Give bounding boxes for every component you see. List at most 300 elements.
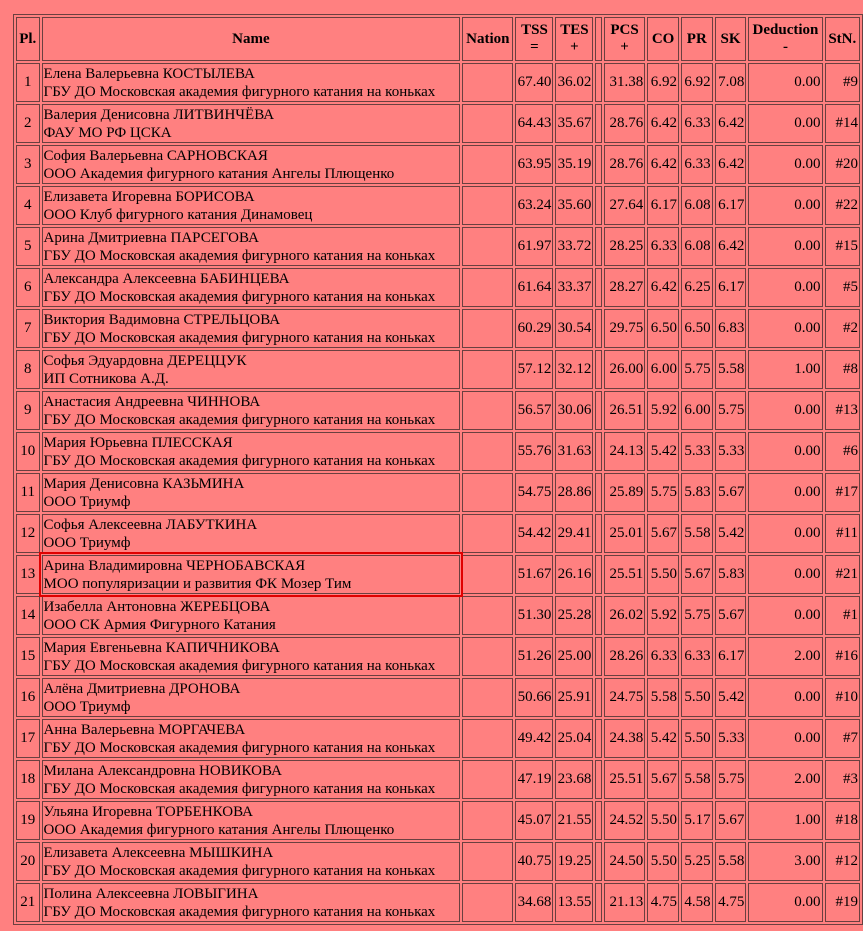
place-cell: 12 — [16, 514, 40, 553]
deduction-cell: 0.00 — [748, 186, 822, 225]
tes-cell: 13.55 — [555, 883, 593, 922]
skater-name-cell — [42, 473, 461, 512]
skater-name: Виктория Вадимовна СТРЕЛЬЦОВА — [43, 311, 281, 328]
co-cell: 5.58 — [647, 678, 679, 717]
header-tes-label: TES — [560, 22, 589, 38]
start-number-cell: #20 — [825, 145, 860, 184]
tes-cell: 35.67 — [555, 104, 593, 143]
nation-cell — [462, 104, 513, 143]
sk-cell: 5.75 — [715, 760, 747, 799]
table-row — [16, 145, 860, 184]
start-number-cell: #7 — [825, 719, 860, 758]
tes-cell: 25.91 — [555, 678, 593, 717]
table-row — [16, 473, 860, 512]
sk-cell: 5.67 — [715, 596, 747, 635]
pcs-cell: 28.25 — [604, 227, 645, 266]
sk-cell: 6.17 — [715, 186, 747, 225]
nation-cell — [462, 227, 513, 266]
tss-cell: 51.26 — [515, 637, 553, 676]
pcs-cell: 28.76 — [604, 145, 645, 184]
nation-cell — [462, 719, 513, 758]
spacer-cell — [595, 555, 602, 594]
header-co: CO — [647, 17, 679, 61]
tss-cell: 61.64 — [515, 268, 553, 307]
header-tss-label: TSS — [521, 22, 548, 38]
spacer-cell — [595, 186, 602, 225]
skater-name: Софья Алексеевна ЛАБУТКИНА — [43, 516, 258, 533]
skater-name: София Валерьевна САРНОВСКАЯ — [43, 147, 268, 164]
nation-cell — [462, 186, 513, 225]
co-cell: 5.42 — [647, 719, 679, 758]
spacer-cell — [595, 842, 602, 881]
skater-name-cell — [42, 145, 461, 184]
skater-club: ГБУ ДО Московская академия фигурного катания на коньках — [43, 288, 436, 305]
place-cell: 18 — [16, 760, 40, 799]
start-number-cell: #8 — [825, 350, 860, 389]
skater-name-cell — [42, 186, 461, 225]
start-number-cell: #2 — [825, 309, 860, 348]
co-cell: 6.92 — [647, 63, 679, 102]
spacer-cell — [595, 432, 602, 471]
spacer-cell — [595, 637, 602, 676]
sk-cell: 5.33 — [715, 432, 747, 471]
skater-name-cell — [42, 350, 461, 389]
spacer-cell — [595, 145, 602, 184]
tes-cell: 33.37 — [555, 268, 593, 307]
spacer-cell — [595, 350, 602, 389]
tes-cell: 28.86 — [555, 473, 593, 512]
skater-club: ГБУ ДО Московская академия фигурного катания на коньках — [43, 739, 436, 756]
sk-cell: 5.67 — [715, 473, 747, 512]
deduction-cell: 0.00 — [748, 227, 822, 266]
header-pl: Pl. — [16, 17, 40, 61]
results-body — [16, 63, 860, 922]
skater-club: ИП Сотникова А.Д. — [43, 370, 169, 387]
pr-cell: 5.58 — [681, 514, 713, 553]
header-pcs-label: PCS — [610, 22, 639, 38]
skater-name: Елена Валерьевна КОСТЫЛЕВА — [43, 65, 255, 82]
deduction-cell: 0.00 — [748, 391, 822, 430]
spacer-cell — [595, 760, 602, 799]
skater-club: ГБУ ДО Московская академия фигурного катания на коньках — [43, 903, 436, 920]
sk-cell: 6.17 — [715, 268, 747, 307]
deduction-cell: 0.00 — [748, 883, 822, 922]
tes-cell: 23.68 — [555, 760, 593, 799]
spacer-cell — [595, 883, 602, 922]
tss-cell: 50.66 — [515, 678, 553, 717]
skater-name: Анна Валерьевна МОРГАЧЕВА — [43, 721, 246, 738]
deduction-cell: 0.00 — [748, 145, 822, 184]
pcs-cell: 24.50 — [604, 842, 645, 881]
skater-name-cell — [42, 842, 461, 881]
pr-cell: 6.08 — [681, 227, 713, 266]
results-table — [13, 14, 863, 925]
co-cell: 6.33 — [647, 637, 679, 676]
table-row — [16, 104, 860, 143]
pcs-cell: 25.51 — [604, 760, 645, 799]
skater-club: ГБУ ДО Московская академия фигурного катания на коньках — [43, 862, 436, 879]
tss-cell: 67.40 — [515, 63, 553, 102]
header-deduction — [748, 17, 822, 61]
header-pcs — [604, 17, 645, 61]
pr-cell: 5.50 — [681, 678, 713, 717]
skater-name: Валерия Денисовна ЛИТВИНЧЁВА — [43, 106, 275, 123]
table-row — [16, 842, 860, 881]
start-number-cell: #10 — [825, 678, 860, 717]
start-number-cell: #5 — [825, 268, 860, 307]
skater-name-cell — [42, 801, 461, 840]
skater-club: ГБУ ДО Московская академия фигурного катания на коньках — [43, 411, 436, 428]
place-cell: 3 — [16, 145, 40, 184]
skater-club: ФАУ МО РФ ЦСКА — [43, 124, 172, 141]
pr-cell: 5.50 — [681, 719, 713, 758]
spacer-cell — [595, 391, 602, 430]
start-number-cell: #12 — [825, 842, 860, 881]
skater-name: Елизавета Игоревна БОРИСОВА — [43, 188, 255, 205]
spacer-cell — [595, 719, 602, 758]
spacer-cell — [595, 514, 602, 553]
sk-cell: 6.17 — [715, 637, 747, 676]
pcs-cell: 31.38 — [604, 63, 645, 102]
spacer-cell — [595, 801, 602, 840]
skater-name-cell — [42, 227, 461, 266]
co-cell: 5.50 — [647, 801, 679, 840]
skater-club: ООО Триумф — [43, 534, 131, 551]
sk-cell: 6.42 — [715, 145, 747, 184]
pr-cell: 4.58 — [681, 883, 713, 922]
table-row — [16, 555, 860, 594]
spacer-cell — [595, 596, 602, 635]
skater-name-cell — [42, 104, 461, 143]
sk-cell: 5.33 — [715, 719, 747, 758]
spacer-cell — [595, 678, 602, 717]
table-row — [16, 63, 860, 102]
nation-cell — [462, 63, 513, 102]
place-cell: 17 — [16, 719, 40, 758]
co-cell: 5.50 — [647, 842, 679, 881]
pr-cell: 5.17 — [681, 801, 713, 840]
table-row — [16, 432, 860, 471]
skater-club: ГБУ ДО Московская академия фигурного катания на коньках — [43, 780, 436, 797]
deduction-cell: 0.00 — [748, 104, 822, 143]
pcs-cell: 29.75 — [604, 309, 645, 348]
place-cell: 13 — [16, 555, 40, 594]
place-cell: 10 — [16, 432, 40, 471]
co-cell: 5.92 — [647, 391, 679, 430]
start-number-cell: #11 — [825, 514, 860, 553]
co-cell: 6.50 — [647, 309, 679, 348]
skater-name-cell — [42, 514, 461, 553]
start-number-cell: #17 — [825, 473, 860, 512]
skater-name: Арина Дмитриевна ПАРСЕГОВА — [43, 229, 259, 246]
header-name: Name — [42, 17, 461, 61]
pr-cell: 5.75 — [681, 596, 713, 635]
pcs-cell: 28.26 — [604, 637, 645, 676]
start-number-cell: #16 — [825, 637, 860, 676]
nation-cell — [462, 473, 513, 512]
deduction-cell: 1.00 — [748, 350, 822, 389]
skater-name-cell — [42, 555, 461, 594]
tss-cell: 34.68 — [515, 883, 553, 922]
header-deduction-symbol: - — [782, 39, 788, 55]
place-cell: 16 — [16, 678, 40, 717]
skater-name-cell — [42, 678, 461, 717]
pcs-cell: 27.64 — [604, 186, 645, 225]
skater-club: МОО популяризации и развития ФК Мозер Тим — [43, 575, 352, 592]
sk-cell: 6.42 — [715, 227, 747, 266]
pcs-cell: 25.01 — [604, 514, 645, 553]
sk-cell: 6.83 — [715, 309, 747, 348]
tes-cell: 36.02 — [555, 63, 593, 102]
nation-cell — [462, 145, 513, 184]
header-spacer — [595, 17, 602, 61]
table-row — [16, 391, 860, 430]
start-number-cell: #1 — [825, 596, 860, 635]
pcs-cell: 26.00 — [604, 350, 645, 389]
start-number-cell: #3 — [825, 760, 860, 799]
sk-cell: 4.75 — [715, 883, 747, 922]
header-pcs-symbol: + — [620, 39, 629, 55]
tss-cell: 49.42 — [515, 719, 553, 758]
skater-name: Александра Алексеевна БАБИНЦЕВА — [43, 270, 290, 287]
tes-cell: 26.16 — [555, 555, 593, 594]
place-cell: 9 — [16, 391, 40, 430]
nation-cell — [462, 678, 513, 717]
co-cell: 6.33 — [647, 227, 679, 266]
co-cell: 5.50 — [647, 555, 679, 594]
place-cell: 1 — [16, 63, 40, 102]
deduction-cell: 0.00 — [748, 309, 822, 348]
skater-name: Арина Владимировна ЧЕРНОБАВСКАЯ — [43, 557, 306, 574]
skater-club: ГБУ ДО Московская академия фигурного катания на коньках — [43, 452, 436, 469]
table-row — [16, 760, 860, 799]
tss-cell: 60.29 — [515, 309, 553, 348]
nation-cell — [462, 268, 513, 307]
start-number-cell: #15 — [825, 227, 860, 266]
skater-club: ООО Академия фигурного катания Ангелы Плющенко — [43, 821, 395, 838]
skater-name: Алёна Дмитриевна ДРОНОВА — [43, 680, 241, 697]
skater-club: ООО Академия фигурного катания Ангелы Плющенко — [43, 165, 395, 182]
place-cell: 21 — [16, 883, 40, 922]
pr-cell: 6.08 — [681, 186, 713, 225]
spacer-cell — [595, 227, 602, 266]
sk-cell: 5.75 — [715, 391, 747, 430]
tss-cell: 40.75 — [515, 842, 553, 881]
place-cell: 15 — [16, 637, 40, 676]
skater-name-cell — [42, 432, 461, 471]
table-row — [16, 350, 860, 389]
pr-cell: 5.83 — [681, 473, 713, 512]
tes-cell: 29.41 — [555, 514, 593, 553]
deduction-cell: 0.00 — [748, 514, 822, 553]
tes-cell: 31.63 — [555, 432, 593, 471]
place-cell: 8 — [16, 350, 40, 389]
pr-cell: 6.33 — [681, 637, 713, 676]
pcs-cell: 24.38 — [604, 719, 645, 758]
co-cell: 6.00 — [647, 350, 679, 389]
deduction-cell: 0.00 — [748, 719, 822, 758]
place-cell: 11 — [16, 473, 40, 512]
skater-name: Анастасия Андреевна ЧИННОВА — [43, 393, 261, 410]
skater-club: ООО Триумф — [43, 698, 131, 715]
nation-cell — [462, 801, 513, 840]
tes-cell: 25.04 — [555, 719, 593, 758]
nation-cell — [462, 391, 513, 430]
sk-cell: 6.42 — [715, 104, 747, 143]
start-number-cell: #19 — [825, 883, 860, 922]
table-row — [16, 883, 860, 922]
co-cell: 6.42 — [647, 268, 679, 307]
tss-cell: 47.19 — [515, 760, 553, 799]
co-cell: 5.92 — [647, 596, 679, 635]
sk-cell: 5.42 — [715, 678, 747, 717]
skater-name: Ульяна Игоревна ТОРБЕНКОВА — [43, 803, 254, 820]
skater-name: Полина Алексеевна ЛОВЫГИНА — [43, 885, 259, 902]
skater-club: ООО Триумф — [43, 493, 131, 510]
skater-name-cell — [42, 596, 461, 635]
start-number-cell: #14 — [825, 104, 860, 143]
skater-club: ГБУ ДО Московская академия фигурного катания на коньках — [43, 247, 436, 264]
pcs-cell: 28.76 — [604, 104, 645, 143]
deduction-cell: 0.00 — [748, 555, 822, 594]
header-tes — [555, 17, 593, 61]
skater-club: ООО СК Армия Фигурного Катания — [43, 616, 276, 633]
table-row — [16, 678, 860, 717]
place-cell: 14 — [16, 596, 40, 635]
place-cell: 5 — [16, 227, 40, 266]
skater-club: ГБУ ДО Московская академия фигурного катания на коньках — [43, 657, 436, 674]
header-tes-symbol: + — [570, 39, 579, 55]
pcs-cell: 25.51 — [604, 555, 645, 594]
sk-cell: 5.58 — [715, 842, 747, 881]
nation-cell — [462, 350, 513, 389]
skater-name-cell — [42, 760, 461, 799]
start-number-cell: #21 — [825, 555, 860, 594]
nation-cell — [462, 760, 513, 799]
pr-cell: 5.33 — [681, 432, 713, 471]
tss-cell: 57.12 — [515, 350, 553, 389]
co-cell: 5.67 — [647, 514, 679, 553]
header-row — [16, 17, 860, 61]
pcs-cell: 25.89 — [604, 473, 645, 512]
header-nation: Nation — [462, 17, 513, 61]
tss-cell: 63.95 — [515, 145, 553, 184]
co-cell: 6.17 — [647, 186, 679, 225]
sk-cell: 5.67 — [715, 801, 747, 840]
tes-cell: 19.25 — [555, 842, 593, 881]
start-number-cell: #9 — [825, 63, 860, 102]
deduction-cell: 1.00 — [748, 801, 822, 840]
header-deduction-label: Deduction — [752, 22, 819, 38]
nation-cell — [462, 555, 513, 594]
tes-cell: 33.72 — [555, 227, 593, 266]
spacer-cell — [595, 309, 602, 348]
start-number-cell: #13 — [825, 391, 860, 430]
skater-name: Изабелла Антоновна ЖЕРЕБЦОВА — [43, 598, 271, 615]
nation-cell — [462, 309, 513, 348]
skater-name: Софья Эдуардовна ДЕРЕЦЦУК — [43, 352, 247, 369]
skater-name-cell — [42, 719, 461, 758]
pr-cell: 5.67 — [681, 555, 713, 594]
skater-name-cell — [42, 63, 461, 102]
pcs-cell: 26.02 — [604, 596, 645, 635]
tss-cell: 51.67 — [515, 555, 553, 594]
place-cell: 19 — [16, 801, 40, 840]
skater-name: Милана Александровна НОВИКОВА — [43, 762, 282, 779]
skater-name-cell — [42, 391, 461, 430]
tss-cell: 54.42 — [515, 514, 553, 553]
start-number-cell: #6 — [825, 432, 860, 471]
deduction-cell: 0.00 — [748, 268, 822, 307]
pr-cell: 6.33 — [681, 145, 713, 184]
pr-cell: 6.92 — [681, 63, 713, 102]
sk-cell: 5.58 — [715, 350, 747, 389]
deduction-cell: 0.00 — [748, 432, 822, 471]
tss-cell: 61.97 — [515, 227, 553, 266]
pr-cell: 6.50 — [681, 309, 713, 348]
tes-cell: 25.28 — [555, 596, 593, 635]
table-row — [16, 719, 860, 758]
deduction-cell: 2.00 — [748, 760, 822, 799]
table-row — [16, 186, 860, 225]
nation-cell — [462, 596, 513, 635]
pcs-cell: 24.75 — [604, 678, 645, 717]
table-row — [16, 309, 860, 348]
table-row — [16, 596, 860, 635]
skater-name-cell — [42, 637, 461, 676]
tss-cell: 63.24 — [515, 186, 553, 225]
pcs-cell: 26.51 — [604, 391, 645, 430]
pr-cell: 5.58 — [681, 760, 713, 799]
spacer-cell — [595, 104, 602, 143]
skater-name-cell — [42, 268, 461, 307]
table-row — [16, 227, 860, 266]
pcs-cell: 24.13 — [604, 432, 645, 471]
nation-cell — [462, 432, 513, 471]
spacer-cell — [595, 268, 602, 307]
nation-cell — [462, 842, 513, 881]
pcs-cell: 28.27 — [604, 268, 645, 307]
nation-cell — [462, 514, 513, 553]
deduction-cell: 0.00 — [748, 678, 822, 717]
tes-cell: 21.55 — [555, 801, 593, 840]
skater-name-cell — [42, 309, 461, 348]
skater-club: ГБУ ДО Московская академия фигурного катания на коньках — [43, 83, 436, 100]
tes-cell: 25.00 — [555, 637, 593, 676]
header-pr: PR — [681, 17, 713, 61]
deduction-cell: 3.00 — [748, 842, 822, 881]
tss-cell: 56.57 — [515, 391, 553, 430]
skater-name: Мария Денисовна КАЗЬМИНА — [43, 475, 245, 492]
tss-cell: 51.30 — [515, 596, 553, 635]
start-number-cell: #22 — [825, 186, 860, 225]
header-sk: SK — [715, 17, 747, 61]
co-cell: 4.75 — [647, 883, 679, 922]
tes-cell: 35.60 — [555, 186, 593, 225]
nation-cell — [462, 637, 513, 676]
sk-cell: 5.42 — [715, 514, 747, 553]
table-row — [16, 514, 860, 553]
start-number-cell: #18 — [825, 801, 860, 840]
nation-cell — [462, 883, 513, 922]
skater-club: ГБУ ДО Московская академия фигурного катания на коньках — [43, 329, 436, 346]
deduction-cell: 0.00 — [748, 473, 822, 512]
skater-name: Мария Евгеньевна КАПИЧНИКОВА — [43, 639, 280, 656]
tes-cell: 35.19 — [555, 145, 593, 184]
skater-name: Мария Юрьевна ПЛЕССКАЯ — [43, 434, 233, 451]
co-cell: 5.42 — [647, 432, 679, 471]
table-row — [16, 637, 860, 676]
